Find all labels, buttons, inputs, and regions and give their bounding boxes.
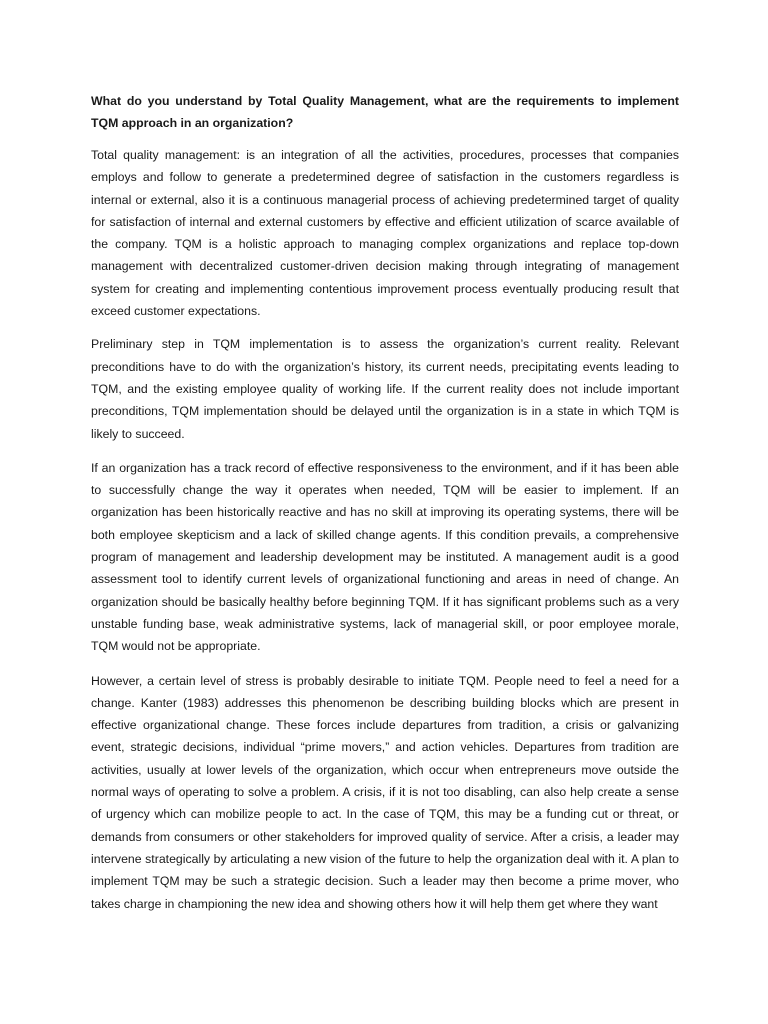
question-heading: What do you understand by Total Quality Management, what are the requirements to implement TQM approach in an organization? (91, 94, 679, 130)
paragraph-preliminary-step: Preliminary step in TQM implementation is to assess the organization’s current reality. Relevant preconditions have to do with the organization’s history, its current needs, precipitating events leading to TQM, and the existing employee quality of working life. If the current reality does not include important preconditions, TQM implementation should be delayed until the organization is in a state in which TQM is likely to succeed. (91, 337, 679, 441)
paragraph-stress-change: However, a certain level of stress is probably desirable to initiate TQM. People need to feel a need for a change. Kanter (1983) addresses this phenomenon be describing building blocks which are present in effective organizational change. These forces include departures from tradition, a crisis or galvanizing event, strategic decisions, individual “prime movers,” and action vehicles. Departures from tradition are activities, usually at lower levels of the organization, which occur when entrepreneurs move outside the normal ways of operating to solve a problem. A crisis, if it is not too disabling, can also help create a sense of urgency which can mobilize people to act. In the case of TQM, this may be a funding cut or threat, or demands from consumers or other stakeholders for improved quality of service. After a crisis, a leader may intervene strategically by articulating a new vision of the future to help the organization deal with it. A plan to implement TQM may be such a strategic decision. Such a leader may then become a prime mover, who takes charge in championing the new idea and showing others how it will help them get where they want (91, 673, 679, 911)
paragraph-track-record: If an organization has a track record of effective responsiveness to the environment, and if it has been able to successfully change the way it operates when needed, TQM will be easier to implement. If an organization has been historically reactive and has no skill at improving its operating systems, there will be both employee skepticism and a lack of skilled change agents. If this condition prevails, a comprehensive program of management and leadership development may be instituted. A management audit is a good assessment tool to identify current levels of organizational functioning and areas in need of change. An organization should be basically healthy before beginning TQM. If it has significant problems such as a very unstable funding base, weak administrative systems, lack of managerial skill, or poor employee morale, TQM would not be appropriate. (91, 460, 679, 654)
document-page (91, 90, 679, 926)
paragraph-tqm-definition: Total quality management: is an integration of all the activities, procedures, processes that companies employs and follow to generate a predetermined degree of satisfaction in the customers regardless is internal or external, also it is a continuous managerial process of achieving predetermined target of quality for satisfaction of internal and external customers by effective and efficient utilization of scarce available of the company. TQM is a holistic approach to managing complex organizations and replace top-down management with decentralized customer-driven decision making through integrating of management system for creating and implementing contentious improvement process eventually producing result that exceed customer expectations. (91, 148, 679, 319)
